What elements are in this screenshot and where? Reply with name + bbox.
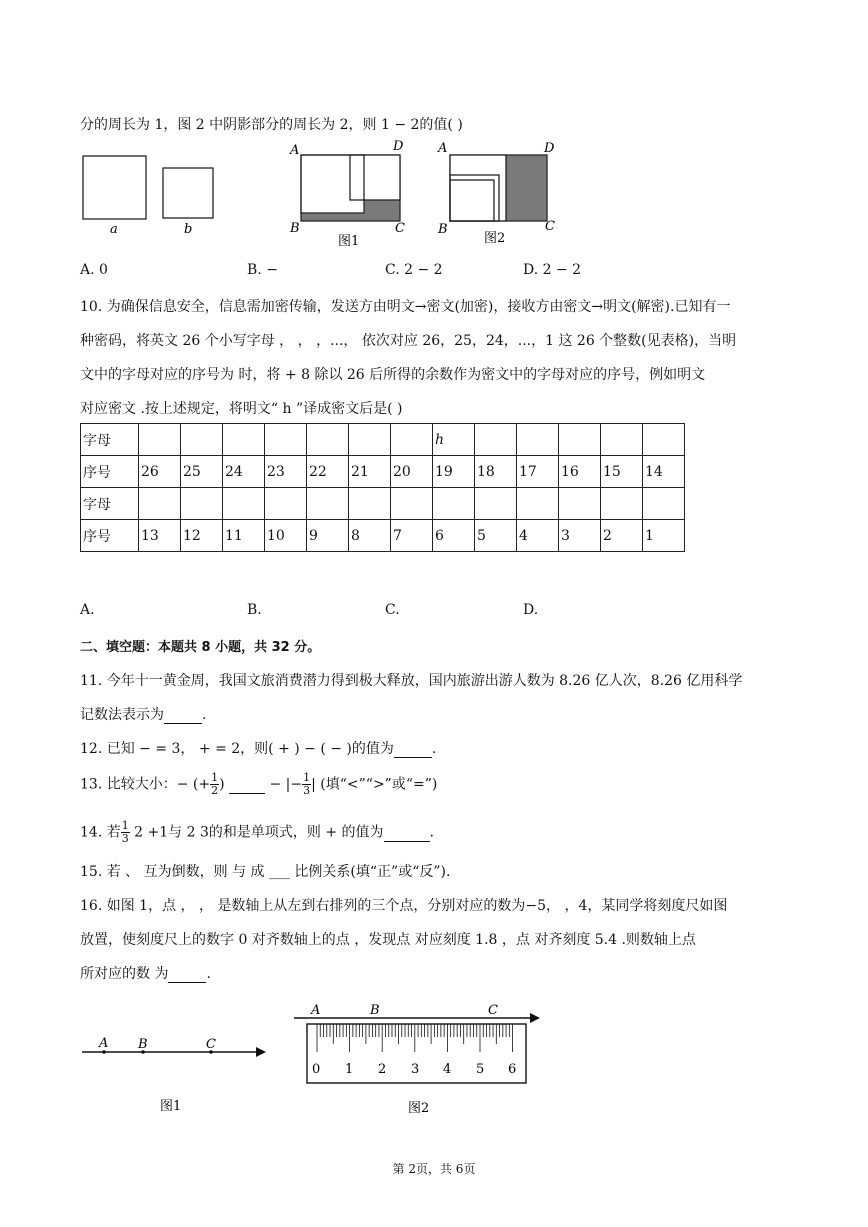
answer-blank[interactable]	[394, 741, 432, 758]
table-cell: 字母	[81, 488, 139, 520]
table-cell: 10	[265, 520, 307, 552]
q13-middle: )	[219, 776, 225, 793]
table-cell: 18	[475, 456, 517, 488]
table-cell	[517, 424, 559, 456]
fraction-den: 3	[121, 832, 129, 845]
q12-end: .	[431, 741, 437, 757]
q14-prefix: 14. 若	[80, 824, 121, 841]
table-row	[81, 520, 685, 552]
table-cell: 23	[265, 456, 307, 488]
table-cell: 24	[223, 456, 265, 488]
ruler-number: 4	[443, 1062, 452, 1077]
q13-abs-close: |	[311, 776, 316, 793]
q10-option-c[interactable]: C.	[385, 602, 400, 618]
table-cell	[349, 488, 391, 520]
ruler-number: 6	[508, 1062, 517, 1077]
q9-option-b[interactable]: B. −	[247, 262, 278, 278]
q11-end: .	[202, 707, 207, 723]
table-row	[81, 424, 685, 456]
q15-line: 15. 若 、 互为倒数，则 与 成 ___ 比例关系(填“正”或“反”).	[80, 864, 451, 880]
label-a: A	[99, 1036, 109, 1051]
table-cell	[517, 488, 559, 520]
table-cell: 8	[349, 520, 391, 552]
table-cell: 4	[517, 520, 559, 552]
q9-option-c[interactable]: C. 2 − 2	[385, 262, 443, 278]
table-row	[81, 456, 685, 488]
label-c: C	[206, 1037, 216, 1052]
fig2-caption: 图2	[484, 231, 506, 246]
q9-option-a[interactable]: A. 0	[80, 262, 108, 278]
fraction-den: 2	[211, 784, 219, 797]
table-cell: 5	[475, 520, 517, 552]
fig1-corner-d: D	[393, 139, 404, 154]
table-cell: 14	[643, 456, 685, 488]
figure-2	[437, 141, 555, 246]
table-cell: 15	[601, 456, 643, 488]
label-b: B	[138, 1037, 148, 1052]
table-cell	[643, 488, 685, 520]
fig2-caption: 图2	[408, 1101, 430, 1116]
table-cell	[643, 424, 685, 456]
q9-figures	[70, 135, 590, 255]
fraction-num: 1	[211, 771, 219, 784]
ruler-number: 2	[378, 1062, 387, 1077]
table-cell: 11	[223, 520, 265, 552]
table-cell: 3	[559, 520, 601, 552]
q14-end: .	[429, 824, 434, 841]
ruler-number: 5	[476, 1062, 485, 1077]
table-cell: 7	[391, 520, 433, 552]
cipher-table	[80, 423, 685, 552]
fig2-corner-b: B	[438, 222, 448, 237]
table-cell: 20	[391, 456, 433, 488]
fraction	[121, 820, 130, 845]
label-c: C	[488, 1003, 498, 1018]
q10-line-3: 文中的字母对应的序号为 时，将 + 8 除以 26 后所得的余数作为密文中的字母对应的序号，例如明文	[80, 367, 706, 383]
answer-blank[interactable]	[384, 825, 430, 842]
table-cell	[265, 488, 307, 520]
q16-line-2: 放置，使刻度尺上的数字 0 对齐数轴上的点 ，发现点 对应刻度 1.8 ，点 对齐刻度 5.4 .则数轴上点	[80, 932, 696, 948]
fraction-num: 1	[121, 819, 129, 832]
fraction-num: 1	[303, 771, 311, 784]
table-cell: 21	[349, 456, 391, 488]
fig1-corner-a: A	[290, 143, 300, 158]
table-cell	[559, 488, 601, 520]
table-cell: 25	[181, 456, 223, 488]
ruler-number: 1	[345, 1062, 354, 1077]
table-cell: 26	[139, 456, 181, 488]
fraction	[210, 772, 219, 797]
table-cell: 16	[559, 456, 601, 488]
q14-text: 2 +1与 2 3的和是单项式，则 + 的值为	[129, 824, 384, 841]
table-cell: 12	[181, 520, 223, 552]
table-cell	[601, 424, 643, 456]
q11-line-2	[80, 704, 206, 724]
table-cell	[475, 424, 517, 456]
q10-line-2: 种密码，将英文 26 个小写字母 ， ， ，...， 依次对应 26，25，24，...，1 这 26 个整数(见表格)，当明	[80, 333, 737, 349]
square-b	[163, 168, 213, 218]
table-cell	[139, 488, 181, 520]
fig2-corner-a: A	[438, 141, 448, 156]
q14-line	[80, 820, 434, 845]
q11-text: 记数法表示为	[80, 707, 164, 723]
q10-option-d[interactable]: D.	[523, 602, 539, 618]
table-cell	[223, 488, 265, 520]
label-a: A	[311, 1003, 321, 1018]
fig1-caption: 图1	[338, 234, 360, 249]
q16-line-1: 16. 如图 1，点 ， ， 是数轴上从左到右排列的三个点，分别对应的数为−5， ，4，某同学将刻度尺如图	[80, 898, 728, 914]
table-cell	[181, 488, 223, 520]
q16-text: 所对应的数 为	[80, 966, 169, 982]
q10-option-a[interactable]: A.	[80, 602, 95, 618]
label-a: a	[110, 222, 118, 237]
q16-line-3	[80, 963, 211, 983]
table-cell	[349, 424, 391, 456]
fig2-corner-d: D	[544, 141, 555, 156]
table-cell: 字母	[81, 424, 139, 456]
arrow-head-icon	[256, 1047, 266, 1057]
table-cell: 17	[517, 456, 559, 488]
fig1-caption: 图1	[160, 1099, 182, 1114]
table-cell	[307, 488, 349, 520]
table-cell	[265, 424, 307, 456]
ruler-number: 3	[411, 1062, 420, 1077]
fig1-corner-b: B	[290, 221, 300, 236]
table-cell	[223, 424, 265, 456]
square-a	[83, 156, 146, 219]
q16-figure-2	[290, 1000, 550, 1125]
q10-line-4: 对应密文 .按上述规定，将明文“ h ”译成密文后是( )	[80, 401, 403, 417]
answer-blank[interactable]	[164, 707, 202, 724]
table-cell	[391, 488, 433, 520]
arrow-head-icon	[530, 1013, 540, 1023]
q11-line-1: 11. 今年十一黄金周，我国文旅消费潜力得到极大释放，国内旅游出游人数为 8.26 亿人次，8.26 亿用科学	[80, 673, 743, 689]
figure-1	[289, 139, 405, 249]
table-cell	[139, 424, 181, 456]
q10-option-b[interactable]: B.	[247, 602, 262, 618]
table-row	[81, 488, 685, 520]
table-cell: 1	[643, 520, 685, 552]
q9-option-d[interactable]: D. 2 − 2	[523, 262, 582, 278]
table-cell	[475, 488, 517, 520]
table-cell: 9	[307, 520, 349, 552]
fraction	[302, 772, 311, 797]
table-cell: h	[433, 424, 475, 456]
answer-blank[interactable]	[229, 777, 265, 794]
table-cell	[391, 424, 433, 456]
section-heading: 二、填空题：本题共 8 小题，共 32 分。	[80, 640, 321, 655]
q13-abs-open: − |−	[269, 776, 303, 793]
label-b: B	[370, 1003, 380, 1018]
q16-end: .	[206, 966, 211, 982]
label-b: b	[184, 222, 193, 237]
table-cell: 6	[433, 520, 475, 552]
ruler-number: 0	[312, 1062, 321, 1077]
table-cell: 22	[307, 456, 349, 488]
table-cell	[181, 424, 223, 456]
page-footer: 第 2页，共 6页	[392, 1162, 476, 1176]
table-cell: 13	[139, 520, 181, 552]
answer-blank[interactable]	[168, 966, 206, 983]
table-cell	[433, 488, 475, 520]
table-cell: 序号	[81, 520, 139, 552]
q16-figure-1	[78, 1030, 278, 1115]
q13-prefix: 13. 比较大小：− (+	[80, 776, 211, 793]
q12-text: 12. 已知 − = 3， + = 2，则( + ) − ( − )的值为	[80, 741, 394, 757]
fig2-corner-c: C	[545, 219, 555, 234]
fraction-den: 3	[303, 784, 311, 797]
q10-line-1: 10. 为确保信息安全，信息需加密传输，发送方由明文→密文(加密)，接收方由密文→明文(解密).已知有一	[80, 299, 731, 315]
q9-stem: 分的周长为 1，图 2 中阴影部分的周长为 2，则 1 − 2的值( )	[80, 117, 463, 133]
table-cell: 2	[601, 520, 643, 552]
fig1-corner-c: C	[395, 221, 405, 236]
ruler-ticks	[317, 1024, 513, 1052]
q13-line	[80, 772, 437, 797]
table-cell	[559, 424, 601, 456]
q12-line	[80, 738, 436, 758]
table-cell	[307, 424, 349, 456]
q13-suffix: (填“<”“>”或“=”)	[320, 776, 438, 793]
table-cell: 序号	[81, 456, 139, 488]
table-cell: 19	[433, 456, 475, 488]
table-cell	[601, 488, 643, 520]
